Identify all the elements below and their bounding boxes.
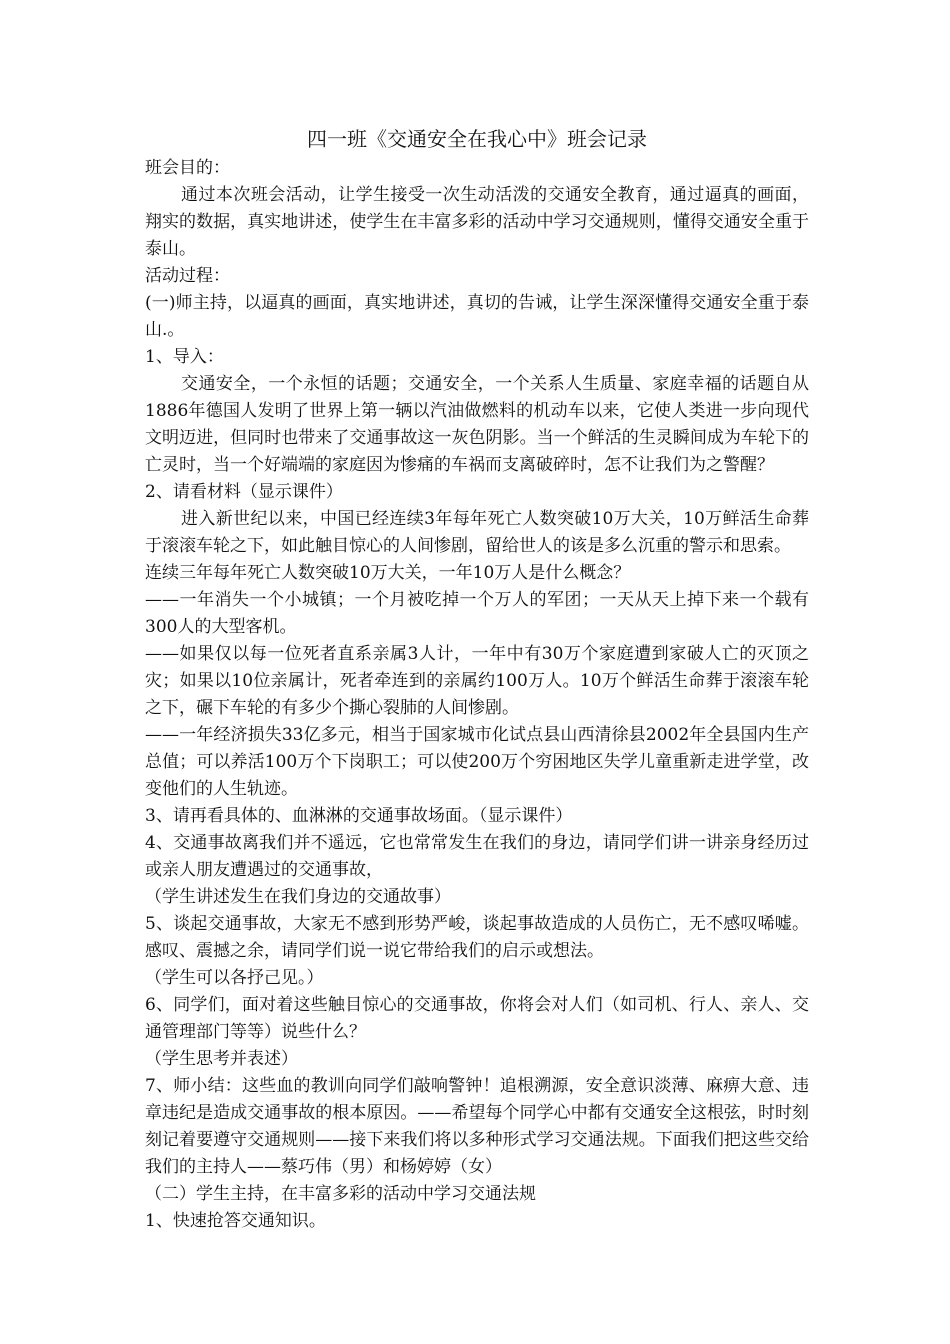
paragraph: 进入新世纪以来，中国已经连续3年每年死亡人数突破10万大关，10万鲜活生命葬于滚滚车轮之下，如此触目惊心的人间惨剧，留给世人的该是多么沉重的警示和思索。 [145,509,809,556]
paragraph: 活动过程： [145,266,230,286]
paragraph: （学生讲述发生在我们身边的交通故事） [145,887,451,907]
document-title: 四一班《交通安全在我心中》班会记录 [307,127,647,151]
paragraph: 交通安全，一个永恒的话题；交通安全，一个关系人生质量、家庭幸福的话题自从1886年德国人发明了世界上第一辆以汽油做燃料的机动车以来，它使人类进一步向现代文明迈进，但同时也带来了交通事故这一灰色阴影。当一个鲜活的生灵瞬间成为车轮下的亡灵时，当一个好端端的家庭因为惨痛的车祸而支离破碎时，怎不让我们为之警醒？ [145,374,809,475]
paragraph: 4、交通事故离我们并不遥远，它也常常发生在我们的身边，请同学们讲一讲亲身经历过或亲人朋友遭遇过的交通事故， [145,833,809,880]
paragraph: 7、师小结：这些血的教训向同学们敲响警钟！追根溯源，安全意识淡薄、麻痹大意、违章违纪是造成交通事故的根本原因。——希望每个同学心中都有交通安全这根弦，时时刻刻记着要遵守交通规则——接下来我们将以多种形式学习交通法规。下面我们把这些交给我们的主持人——蔡巧伟（男）和杨婷婷（女） [145,1076,809,1177]
paragraph: 通过本次班会活动，让学生接受一次生动活泼的交通安全教育，通过逼真的画面，翔实的数据，真实地讲述，使学生在丰富多彩的活动中学习交通规则，懂得交通安全重于泰山。 [145,185,809,259]
paragraph: 班会目的： [145,158,230,178]
paragraph: (一)师主持，以逼真的画面，真实地讲述，真切的告诫，让学生深深懂得交通安全重于泰山.。 [145,293,809,340]
paragraph: 1、导入： [145,347,224,367]
paragraph: ——如果仅以每一位死者直系亲属3人计，一年中有30万个家庭遭到家破人亡的灭顶之灾；如果以10位亲属计，死者牵连到的亲属约100万人。10万个鲜活生命葬于滚滚车轮之下，碾下车轮的有多少个撕心裂肺的人间惨剧。 [145,644,809,718]
paragraph: 1、快速抢答交通知识。 [145,1211,326,1231]
paragraph: 3、请再看具体的、血淋淋的交通事故场面。（显示课件） [145,806,573,826]
paragraph: ——一年消失一个小城镇；一个月被吃掉一个万人的军团；一天从天上掉下来一个载有300人的大型客机。 [145,590,809,637]
paragraph: ——一年经济损失33亿多元，相当于国家城市化试点县山西清徐县2002年全县国内生产总值；可以养活100万个下岗职工；可以使200万个穷困地区失学儿童重新走进学堂，改变他们的人生轨迹。 [145,725,809,799]
document-body [145,155,809,1235]
paragraph: （学生可以各抒己见。） [145,968,324,988]
paragraph: 5、谈起交通事故，大家无不感到形势严峻，谈起事故造成的人员伤亡，无不感叹唏嘘。感叹、震撼之余，请同学们说一说它带给我们的启示或想法。 [145,914,809,961]
document-page [145,125,809,1235]
paragraph: （二）学生主持，在丰富多彩的活动中学习交通法规 [145,1184,536,1204]
paragraph: 6、同学们，面对着这些触目惊心的交通事故，你将会对人们（如司机、行人、亲人、交通管理部门等等）说些什么？ [145,995,809,1042]
paragraph: （学生思考并表述） [145,1049,298,1069]
paragraph: 连续三年每年死亡人数突破10万大关，一年10万人是什么概念？ [145,563,631,583]
paragraph: 2、请看材料（显示课件） [145,482,343,502]
